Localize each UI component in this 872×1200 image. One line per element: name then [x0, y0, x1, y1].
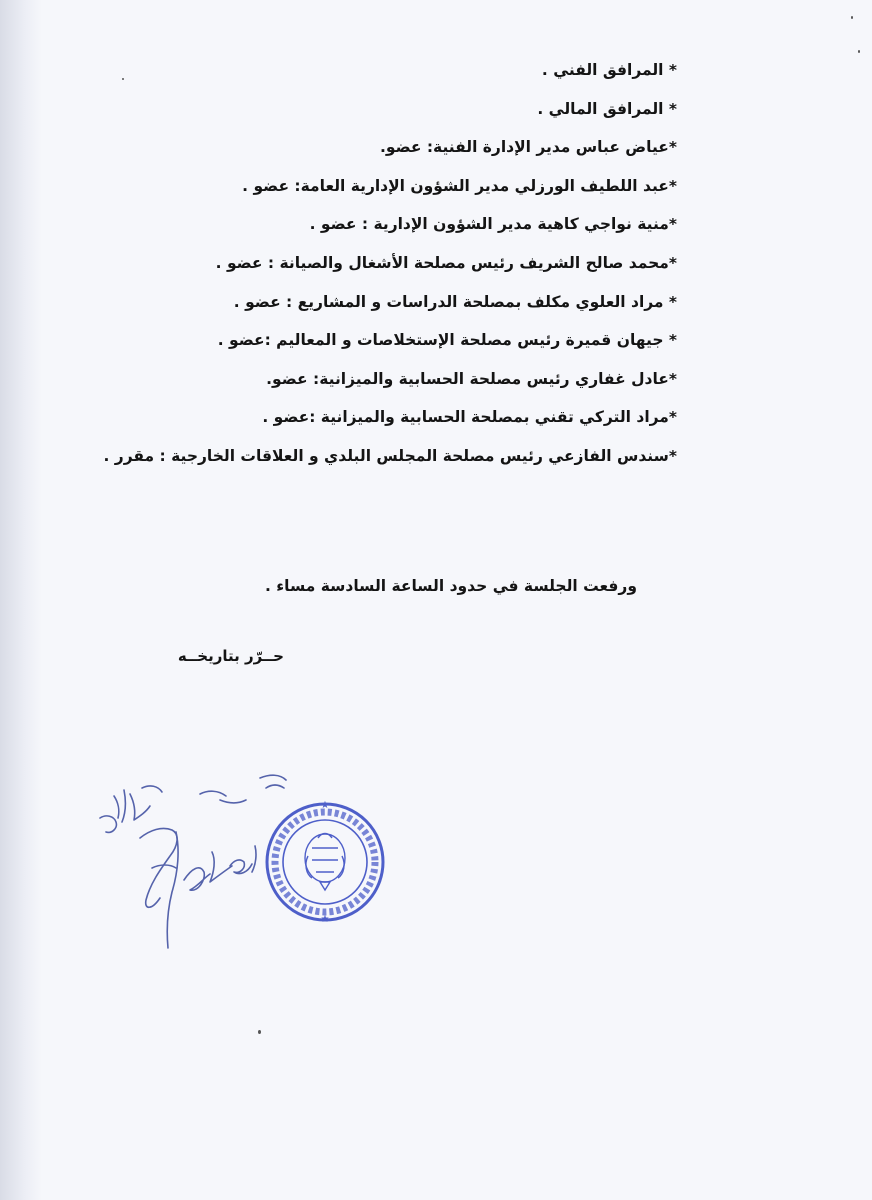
signature-stamp-graphic — [80, 760, 410, 980]
attendee-line: *منية نواجي كاهية مدير الشؤون الإدارية : عضو . — [309, 215, 677, 234]
written-on-date-line: حــرّر بتاريخــه — [177, 647, 284, 665]
attendee-line: *مراد التركي تقني بمصلحة الحسابية والميزانية :عضو . — [262, 408, 677, 427]
attendee-line: *عياض عباس مدير الإدارة الفنية: عضو. — [379, 138, 677, 157]
scan-speck — [122, 78, 124, 80]
scan-speck — [858, 50, 860, 53]
scan-speck — [851, 16, 853, 19]
scan-edge-shadow — [0, 0, 42, 1200]
session-closing-line: ورفعت الجلسة في حدود الساعة السادسة مساء . — [264, 577, 637, 595]
scan-speck — [258, 1030, 261, 1034]
attendee-line: * مراد العلوي مكلف بمصلحة الدراسات و المشاريع : عضو . — [233, 292, 677, 311]
attendee-line: *سندس الفازعي رئيس مصلحة المجلس البلدي و العلاقات الخارجية : مقرر . — [103, 446, 677, 465]
attendee-line: *محمد صالح الشريف رئيس مصلحة الأشغال والصيانة : عضو . — [215, 253, 677, 272]
attendee-line: *عادل غفاري رئيس مصلحة الحسابية والميزانية: عضو. — [266, 369, 677, 388]
attendee-line: * المرافق المالي . — [537, 99, 677, 118]
attendee-line: *عبد اللطيف الورزلي مدير الشؤون الإدارية العامة: عضو . — [242, 176, 677, 195]
svg-text:★: ★ — [320, 800, 330, 811]
attendee-list — [57, 55, 677, 480]
attendee-line: * جيهان قميرة رئيس مصلحة الإستخلاصات و المعاليم :عضو . — [217, 331, 677, 350]
signature-and-stamp — [80, 760, 410, 980]
official-stamp — [267, 800, 383, 925]
svg-text:★: ★ — [320, 914, 330, 925]
attendee-line: * المرافق الفني . — [541, 61, 677, 79]
handwritten-signature — [100, 775, 286, 948]
